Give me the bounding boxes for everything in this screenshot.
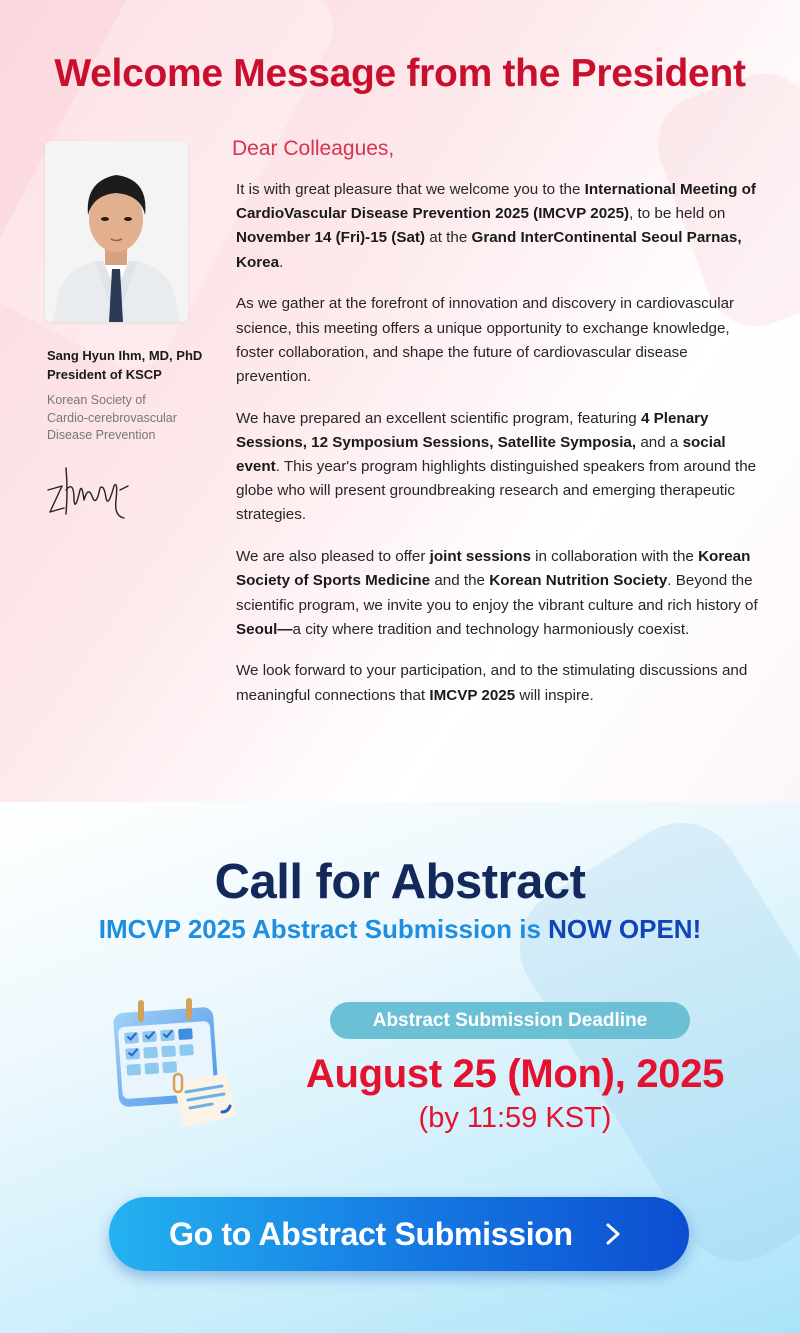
deadline-date: August 25 (Mon), 2025 [305,1052,725,1096]
welcome-title: Welcome Message from the President [54,52,746,95]
president-organization [47,392,222,445]
now-open-text: NOW OPEN! [548,914,702,944]
president-role: President of KSCP [47,367,162,382]
letter-paragraph: We look forward to your participation, and to the stimulating discussions and meaningful connections that IMCVP 2025 will inspire. [236,662,748,704]
submit-button-label: Go to Abstract Submission [169,1216,573,1252]
deadline-time: (by 11:59 KST) [418,1102,612,1134]
abstract-title: Call for Abstract [214,855,586,909]
go-to-abstract-submission-button[interactable] [109,1197,689,1271]
calendar-icon [104,994,246,1132]
president-photo [45,141,188,322]
president-name-block [47,346,222,384]
letter-paragraph: We are also pleased to offer joint sessions in collaboration with the Korean Society of Sports Medicine and the Korean Nutrition Society. Beyond the scientific program, we invite you to enjoy the vibrant culture and rich history of Seoul—a city where tradition and technology harmoniously coexist. [236,548,758,638]
abstract-subtitle [0,914,800,945]
letter-paragraph: We have prepared an excellent scientific program, featuring 4 Plenary Sessions, 12 Symposium Sessions, Satellite Symposia, and a social event. This year's program highlights distinguished speakers from around the globe who will present groundbreaking research and emerging therapeutic strategies. [236,409,757,524]
org-line: Disease Prevention [47,428,156,442]
letter-paragraph: It is with great pleasure that we welcome you to the International Meeting of CardioVascular Disease Prevention 2025 (IMCVP 2025), to be held on November 14 (Fri)-15 (Sat) at the Grand InterContinental Seoul Parnas, Korea. [236,181,756,271]
abstract-subtitle-text: IMCVP 2025 Abstract Submission is [98,914,549,944]
signature-icon [44,460,134,522]
letter-paragraph: As we gather at the forefront of innovation and discovery in cardiovascular science, this meeting offers a unique opportunity to exchange knowledge, foster collaboration, and shape the future of cardiovascular disease prevention. [236,295,735,385]
deadline-label-badge: Abstract Submission Deadline [330,1002,690,1039]
president-letter [236,178,764,725]
abstract-section [0,802,800,1333]
greeting: Dear Colleagues, [232,137,395,160]
chevron-right-icon [603,1223,623,1245]
org-line: Cardio-cerebrovascular [47,410,177,425]
org-line: Korean Society of [47,393,146,407]
president-name: Sang Hyun Ihm, MD, PhD [47,348,203,363]
